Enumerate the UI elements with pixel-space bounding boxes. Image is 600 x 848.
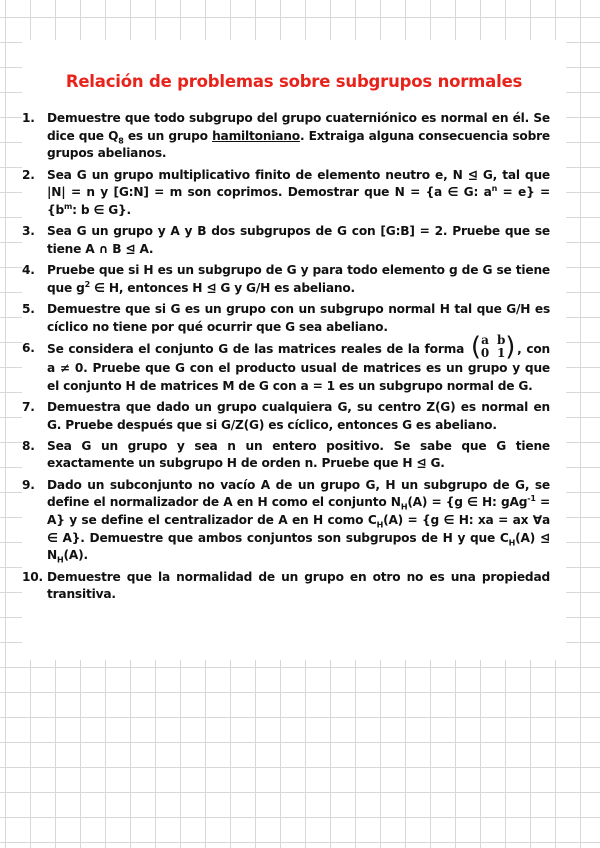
problem-7 [22,399,550,434]
problem-number: 8. [22,438,35,453]
problem-text: Se considera el conjunto G de las matrices reales de la forma ( a 0 b 1 ) , con a ≠ 0. Pruebe que G con el producto usual de matrices es un grupo y que el conjunto H de matrices M de G con a = 1 es un subgrupo normal de G. [47,331,550,393]
problem-number: 9. [22,477,35,492]
problem-text: Demuestre que todo subgrupo del grupo cuaterniónico es normal en él. Se dice que $Q_8$ es un grupo hamiltoniano. Extraiga alguna consecuencia sobre grupos abelianos. [47,111,550,161]
problem-text: Demuestra que dado un grupo cualquiera G, su centro Z(G) es normal en G. Pruebe después que si G/Z(G) es cíclico, entonces G es abeliano. [47,399,550,432]
problem-text: Dado un subconjunto no vacío A de un grupo G, H un subgrupo de G, se define el normalizador de A en H como el conjunto $N_H(A) = \{g$ ∈ H: gAg$^{-1}$ = A} y se define el centralizador de A en H como $C_H(A) = \{g$ ∈ H: xa = ax ∀a ∈ A}. Demuestre que ambos conjuntos son subgrupos de H y que $C_H(A)$ ⊴ $N_H(A)$. [47,477,550,565]
problem-text: Pruebe que si H es un subgrupo de G y para todo elemento g de G se tiene que $g^2$ ∈ H, entonces H ⊴ G y G/H es abeliano. [47,263,550,295]
problem-1 [22,110,550,163]
problem-2 [22,167,550,220]
problem-text: Demuestre que si G es un grupo con un subgrupo normal H tal que G/H es cíclico no tiene por qué ocurrir que G sea abeliano. [47,302,550,334]
problem-text: Sea G un grupo y A y B dos subgrupos de G con [G:B] = 2. Pruebe que se tiene A ∩ B ⊴ A. [47,224,550,256]
problem-number: 6. [22,340,35,355]
problem-number: 1. [22,111,35,125]
problem-9 [22,477,550,566]
problem-list [22,110,550,604]
problem-text: Sea G un grupo multiplicativo finito de elemento neutro e, N ⊴ G, tal que |N| = n y [G:N] = m son coprimos. Demostrar que N = {a ∈ G: $a^n = e\} = \{b^m$: b ∈ G}. [47,167,551,218]
problem-number: 3. [22,224,35,239]
problem-number: 7. [22,399,35,414]
matrix-a-b-0-1: ( a 0 b 1 ) [470,331,516,362]
problem-number: 4. [22,263,35,278]
problem-number: 2. [22,167,35,182]
problem-4 [22,262,550,297]
problem-text: Demuestre que la normalidad de un grupo en otro no es una propiedad transitiva. [47,569,550,602]
problem-10 [22,569,550,604]
problem-number: 10. [22,569,43,584]
document-page [22,40,566,660]
problem-8 [22,438,550,473]
problem-number: 5. [22,302,35,317]
problem-3 [22,223,550,258]
problem-6 [22,331,550,395]
problem-text: Sea G un grupo y sea n un entero positivo. Se sabe que G tiene exactamente un subgrupo H de orden n. Pruebe que H ⊴ G. [47,438,550,471]
document-title: Relación de problemas sobre subgrupos normales [65,72,523,91]
